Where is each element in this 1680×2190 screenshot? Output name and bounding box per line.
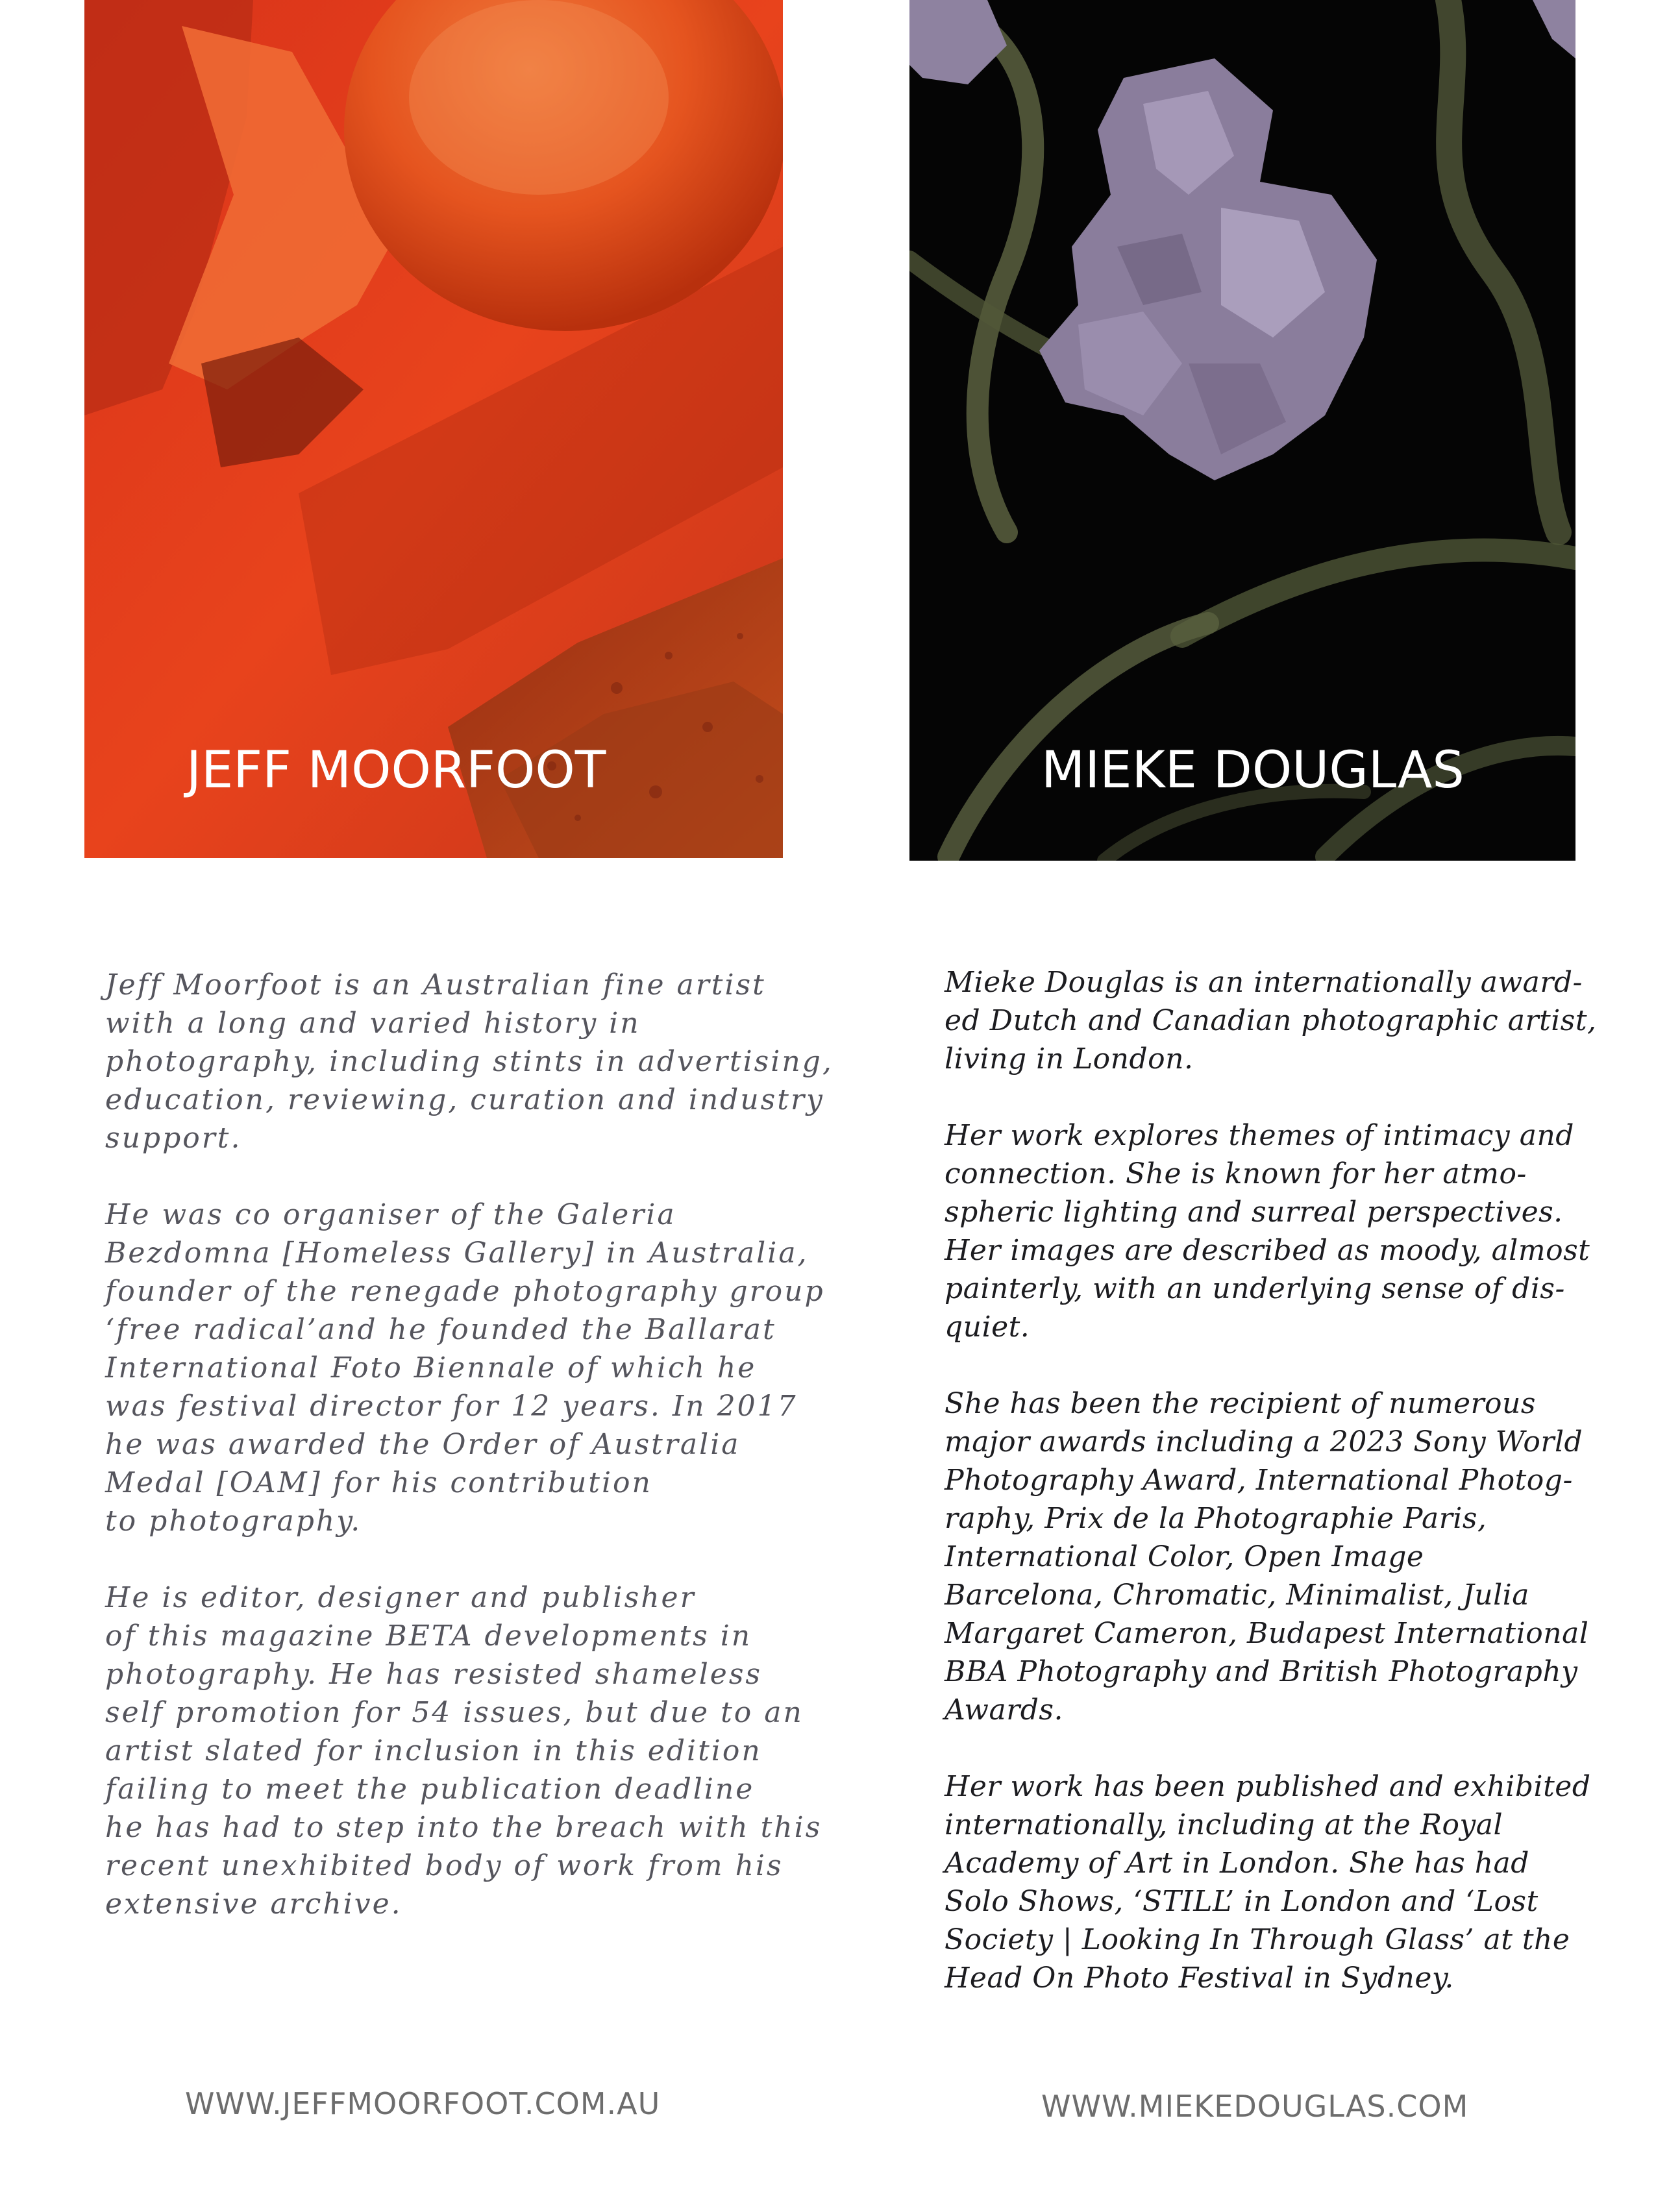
bio-line: recent unexhibited body of work from his xyxy=(105,1849,784,1882)
bio-line: International Foto Biennale of which he xyxy=(105,1351,757,1384)
bio-paragraph xyxy=(945,1384,1600,1729)
bio-line: was festival director for 12 years. In 2017 xyxy=(105,1390,798,1423)
red-abstract-photo xyxy=(84,0,783,858)
bio-line: connection. She is known for her atmo- xyxy=(945,1157,1527,1190)
bio-line: spheric lighting and surreal perspectives. xyxy=(945,1196,1563,1229)
bio-line: major awards including a 2023 Sony World xyxy=(945,1425,1583,1458)
bio-line: Society | Looking In Through Glass’ at the xyxy=(945,1923,1570,1956)
bio-line: Academy of Art in London. She has had xyxy=(945,1847,1529,1880)
bio-line: founder of the renegade photography group xyxy=(105,1275,825,1308)
purple-paper-ribbon-photo xyxy=(909,0,1575,861)
bio-line: photography. He has resisted shameless xyxy=(105,1658,762,1691)
bio-line: education, reviewing, curation and industry xyxy=(105,1083,824,1116)
bio-line: Her work explores themes of intimacy and xyxy=(945,1119,1574,1152)
bio-line: Her work has been published and exhibited xyxy=(945,1770,1591,1803)
bio-line: Medal [OAM] for his contribution xyxy=(105,1466,652,1499)
bio-line: internationally, including at the Royal xyxy=(945,1808,1503,1841)
bio-line: to photography. xyxy=(105,1505,362,1538)
bio-line: Jeff Moorfoot is an Australian fine artist xyxy=(105,968,766,1002)
bio-line: ed Dutch and Canadian photographic artist, xyxy=(945,1004,1597,1037)
bio-line: Solo Shows, ‘STILL’ in London and ‘Lost xyxy=(945,1885,1538,1918)
bio-paragraph xyxy=(945,963,1600,1078)
bio-line: raphy, Prix de la Photographie Paris, xyxy=(945,1502,1487,1535)
bio-line: self promotion for 54 issues, but due to an xyxy=(105,1696,804,1729)
bio-line: photography, including stints in advertising, xyxy=(105,1045,834,1078)
bio-paragraph xyxy=(105,966,834,1157)
artist-bio-jeff-moorfoot xyxy=(105,966,834,1962)
artist-name-title: MIEKE DOUGLAS xyxy=(1041,741,1464,800)
artist-bio-mieke-douglas xyxy=(945,963,1600,2036)
bio-line: he was awarded the Order of Australia xyxy=(105,1428,741,1461)
bio-line: Mieke Douglas is an internationally award- xyxy=(945,966,1583,999)
bio-line: living in London. xyxy=(945,1042,1194,1076)
bio-line: support. xyxy=(105,1122,242,1155)
artist-name-title: JEFF MOORFOOT xyxy=(186,741,606,800)
bio-line: ‘free radical’and he founded the Ballarat xyxy=(105,1313,776,1346)
bio-line: Head On Photo Festival in Sydney. xyxy=(945,1962,1454,1995)
bio-line: Awards. xyxy=(945,1693,1063,1727)
bio-line: he has had to step into the breach with this xyxy=(105,1811,822,1844)
bio-line: He is editor, designer and publisher xyxy=(105,1581,696,1614)
bio-line: painterly, with an underlying sense of dis- xyxy=(945,1272,1565,1305)
bio-line: Bezdomna [Homeless Gallery] in Australia, xyxy=(105,1236,809,1270)
bio-paragraph xyxy=(945,1116,1600,1346)
artwork-image-jeff-moorfoot xyxy=(84,0,783,858)
bio-line: He was co organiser of the Galeria xyxy=(105,1198,676,1231)
bio-line: with a long and varied history in xyxy=(105,1007,641,1040)
bio-line: Margaret Cameron, Budapest International xyxy=(945,1617,1589,1650)
bio-paragraph xyxy=(105,1579,822,1923)
bio-line: extensive archive. xyxy=(105,1888,402,1921)
artwork-image-mieke-douglas xyxy=(909,0,1575,861)
bio-line: artist slated for inclusion in this edition xyxy=(105,1734,762,1767)
bio-line: Photography Award, International Photog- xyxy=(945,1464,1573,1497)
bio-paragraph xyxy=(105,1196,825,1540)
website-link-mieke-douglas[interactable]: WWW.MIEKEDOUGLAS.COM xyxy=(1041,2089,1469,2124)
website-link-jeff-moorfoot[interactable]: WWW.JEFFMOORFOOT.COM.AU xyxy=(185,2086,661,2121)
bio-line: BBA Photography and British Photography xyxy=(945,1655,1578,1688)
bio-line: International Color, Open Image xyxy=(945,1540,1424,1573)
bio-line: quiet. xyxy=(945,1310,1030,1344)
bio-line: Barcelona, Chromatic, Minimalist, Julia xyxy=(945,1579,1529,1612)
bio-line: of this magazine BETA developments in xyxy=(105,1619,752,1653)
bio-line: She has been the recipient of numerous xyxy=(945,1387,1536,1420)
bio-line: Her images are described as moody, almost xyxy=(945,1234,1590,1267)
bio-line: failing to meet the publication deadline xyxy=(105,1773,755,1806)
bio-paragraph xyxy=(945,1767,1600,1997)
